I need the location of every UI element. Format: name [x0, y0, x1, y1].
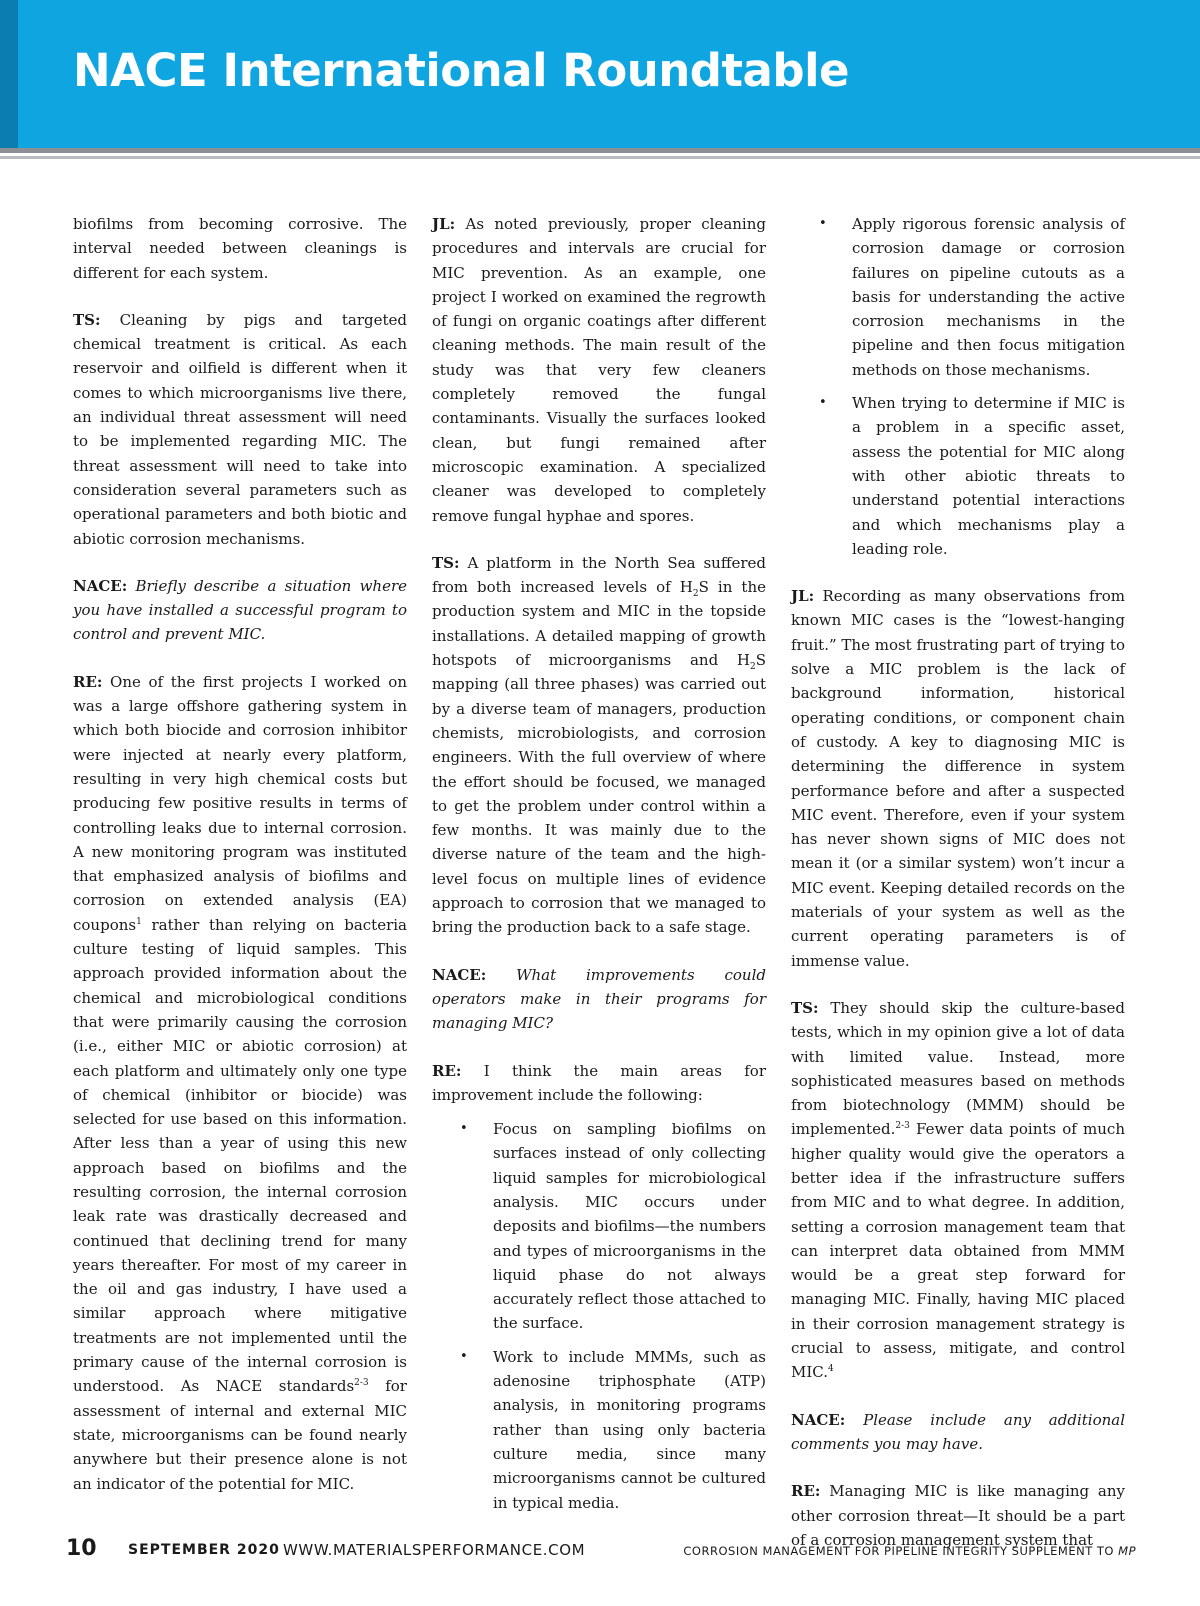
page-title: NACE International Roundtable [73, 44, 850, 97]
paragraph: TS: Cleaning by pigs and targeted chemical treatment is critical. As each reservoir and oilfield is different when it comes to which microorganisms live there, an individual threat assessment will need to be implemented regarding MIC. The threat assessment will need to take into consideration several parameters such as operational parameters and both biotic and abiotic corrosion mechanisms. [73, 310, 407, 548]
header-banner [0, 0, 1200, 148]
speaker-label: RE: [791, 1482, 821, 1501]
list-item: • Work to include MMMs, such as adenosine triphosphate (ATP) analysis, in monitoring programs rather than using only bacteria culture media, since many microorganisms cannot be cultured in typical media. [432, 1345, 766, 1515]
paragraph: biofilms from becoming corrosive. The interval needed between cleanings is different for each system. [73, 215, 407, 282]
footnote-ref: 2-3 [895, 1121, 910, 1132]
speaker-label: NACE: [791, 1410, 846, 1429]
issue-date: SEPTEMBER 2020 [128, 1542, 280, 1558]
paragraph: JL: Recording as many observations from known MIC cases is the “lowest-hanging fruit.” The most frustrating part of trying to solve a MIC problem is the lack of background information, historical operating conditions, or component chain of custody. A key to diagnosing MIC is determining the difference in system performance before and after a suspected MIC event. Therefore, even if your system has never shown signs of MIC does not mean it (or a similar system) won’t incur a MIC event. Keeping detailed records on the materials of your system as well as the current operating parameters is of immense value. [791, 587, 1125, 970]
speaker-label: TS: [791, 998, 819, 1017]
website-link[interactable]: WWW.MATERIALSPERFORMANCE.COM [283, 1541, 586, 1559]
paragraph: TS: A platform in the North Sea suffered from both increased levels of $H_2S$ in the production system and MIC in the topside installations. A detailed mapping of growth hotspots of microorganisms and $H_2S$ mapping (all three phases) was carried out by a diverse team of managers, production chemists, microbiologists, and corrosion engineers. With the full overview of where the effort should be focused, we managed to get the problem under control within a few months. It was mainly due to the diverse nature of the team and the high-level focus on multiple lines of evidence approach to corrosion that we managed to bring the production back to a safe stage. [432, 553, 766, 937]
bullet-icon: • [460, 1348, 468, 1364]
speaker-label: JL: [432, 215, 456, 233]
list-item: • Apply rigorous forensic analysis of corrosion damage or corrosion failures on pipeline cutouts as a basis for understanding the active corrosion mechanisms in the pipeline and then focus mitigation methods on those mechanisms. [791, 212, 1125, 382]
paragraph: RE: Managing MIC is like managing any other corrosion threat—It should be a part of a corrosion management system that [791, 1482, 1125, 1549]
column-1 [73, 212, 407, 1519]
column-2 [432, 212, 766, 1538]
paragraph: RE: One of the first projects I worked on was a large offshore gathering system in which both biocide and corrosion inhibitor were injected at nearly every platform, resulting in very high chemical costs but producing few positive results in terms of controlling leaks due to internal corrosion. A new monitoring program was instituted that emphasized analysis of biofilms and corrosion on extended analysis (EA) coupons$^1$ rather than relying on bacteria culture testing of liquid samples. This approach provided information about the chemical and microbiological conditions that were primarily causing the corrosion (i.e., either MIC or abiotic corrosion) at each platform and ultimately only one type of chemical (inhibitor or biocide) was selected for use based on this information. After less than a year of using this new approach based on biofilms and the resulting corrosion, the internal corrosion leak rate was drastically decreased and continued that declining trend for many years thereafter. For most of my career in the oil and gas industry, I have used a similar approach where mitigative treatments are not implemented until the primary cause of the internal corrosion is understood. As NACE standards$^{2-3}$ for assessment of internal and external MIC state, microorganisms can be found nearly anywhere but their presence alone is not an indicator of the potential for MIC. [73, 672, 407, 1493]
speaker-label: NACE: [432, 965, 487, 984]
supplement-label: CORROSION MANAGEMENT FOR PIPELINE INTEGRITY SUPPLEMENT TO MP [683, 1544, 1136, 1558]
bullet-list [432, 1117, 766, 1515]
question-paragraph: NACE: Please include any additional comments you may have. [791, 1410, 1125, 1453]
page-number: 10 [66, 1536, 97, 1561]
speaker-label: JL: [791, 587, 815, 606]
speaker-label: TS: [73, 310, 101, 329]
bullet-icon: • [819, 395, 827, 411]
footnote-ref: 1 [136, 916, 142, 927]
footnote-ref: 4 [828, 1364, 834, 1375]
banner-accent-bar [0, 0, 18, 148]
footnote-ref: 2-3 [354, 1378, 369, 1389]
bullet-list [791, 212, 1125, 561]
paragraph: JL: As noted previously, proper cleaning procedures and intervals are crucial for MIC prevention. As an example, one project I worked on examined the regrowth of fungi on organic coatings after different cleaning methods. The main result of the study was that very few cleaners completely removed the fungal contaminants. Visually the surfaces looked clean, but fungi remained after microscopic examination. A specialized cleaner was developed to completely remove fungal hyphae and spores. [432, 215, 766, 525]
speaker-label: RE: [73, 672, 103, 691]
header-rule [0, 148, 1200, 153]
paragraph: TS: They should skip the culture-based tests, which in my opinion give a lot of data with limited value. Instead, more sophisticated measures based on methods from biotechnology (MMM) should be implemented.$^{2-3}$ Fewer data points of much higher quality would give the operators a better idea if the infrastructure suffers from MIC and to what degree. In addition, setting a corrosion management team that can interpret data obtained from MMM would be a great step forward for managing MIC. Finally, having MIC placed in their corrosion management strategy is crucial to assess, mitigate, and control MIC.$^4$ [791, 998, 1125, 1382]
question-paragraph: NACE: Briefly describe a situation where you have installed a successful program to control and prevent MIC. [73, 576, 407, 644]
list-item: • When trying to determine if MIC is a problem in a specific asset, assess the potential for MIC along with other abiotic threats to understand potential interactions and which mechanisms play a leading role. [791, 391, 1125, 561]
bullet-icon: • [819, 216, 827, 231]
bullet-icon: • [460, 1121, 468, 1137]
column-3 [791, 212, 1125, 1575]
speaker-label: NACE: [73, 576, 128, 595]
question-paragraph: NACE: What improvements could operators make in their programs for managing MIC? [432, 965, 766, 1033]
speaker-label: TS: [432, 553, 460, 572]
speaker-label: RE: [432, 1061, 462, 1080]
paragraph: RE: I think the main areas for improvement include the following: [432, 1061, 766, 1104]
list-item: • Focus on sampling biofilms on surfaces instead of only collecting liquid samples for microbiological analysis. MIC occurs under deposits and biofilms—the numbers and types of microorganisms in the liquid phase do not always accurately reflect those attached to the surface. [432, 1117, 766, 1336]
page-footer [66, 1536, 1136, 1566]
header-rule-thin [0, 156, 1200, 159]
